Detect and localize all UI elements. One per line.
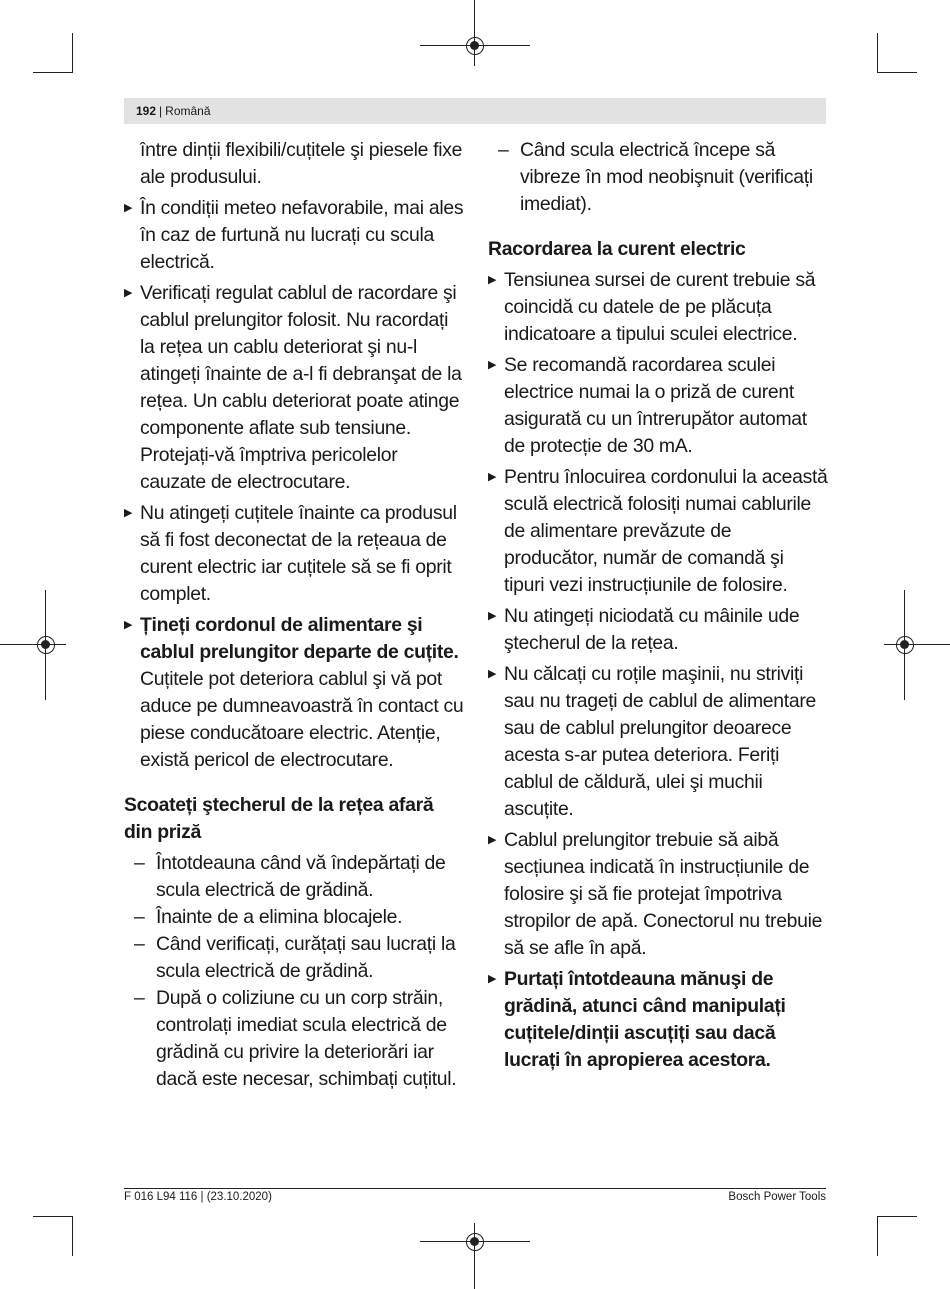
section-heading: Scoateți ştecherul de la rețea afară din priză	[124, 794, 434, 843]
registration-mark-icon	[37, 636, 55, 654]
bullet-arrow-icon: ▶	[124, 202, 133, 214]
bullet-arrow-icon: ▶	[124, 619, 133, 631]
crop-mark	[877, 1216, 878, 1256]
bullet-arrow-icon: ▶	[488, 471, 497, 483]
item-text: Se recomandă racordarea sculei electrice numai la o priză de curent asigurată cu un întrerupător automat de protecție de 30 mA.	[504, 354, 807, 457]
footer-brand: Bosch Power Tools	[728, 1191, 826, 1203]
registration-line	[884, 644, 950, 645]
bullet-arrow-icon: ▶	[124, 507, 133, 519]
dash-marker: –	[134, 906, 145, 928]
bullet-arrow-icon: ▶	[488, 834, 497, 846]
footer-document-code: F 016 L94 116 | (23.10.2020)	[124, 1191, 272, 1203]
safety-item	[488, 827, 828, 962]
crop-mark	[877, 72, 917, 73]
safety-item	[124, 500, 464, 608]
header-language: Română	[165, 104, 211, 118]
bullet-arrow-icon: ▶	[124, 287, 133, 299]
bullet-arrow-icon: ▶	[488, 973, 497, 985]
dash-item	[124, 985, 464, 1093]
dash-marker: –	[498, 139, 509, 161]
item-text: Cablul prelungitor trebuie să aibă secțiunea indicată în instrucțiunile de folosire şi să fie protejat împotriva stropilor de apă. Conectorul nu trebuie să se afle în apă.	[504, 829, 823, 959]
bullet-arrow-icon: ▶	[488, 274, 497, 286]
footer-divider	[124, 1188, 826, 1189]
crop-mark	[33, 1216, 73, 1217]
header-separator: |	[159, 104, 163, 118]
crop-mark	[877, 33, 878, 73]
dash-item-text: După o coliziune cu un corp străin, controlați imediat scula electrică de grădină cu privire la deteriorări iar dacă este necesar, schimbați cuțitul.	[156, 987, 457, 1090]
registration-mark-icon	[466, 1233, 484, 1251]
bullet-arrow-icon: ▶	[488, 610, 497, 622]
safety-item	[488, 267, 828, 348]
dash-item	[124, 850, 464, 904]
safety-item	[488, 464, 828, 599]
dash-item	[124, 904, 464, 931]
dash-marker: –	[134, 933, 145, 955]
registration-mark-icon	[896, 636, 914, 654]
crop-mark	[72, 33, 73, 73]
item-text: Nu atingeți niciodată cu mâinile ude ştecherul de la rețea.	[504, 605, 800, 654]
item-text: Cuțitele pot deteriora cablul şi vă pot aduce pe dumneavoastră în contact cu piese conducătoare electric. Atenție, există pericol de electrocutare.	[140, 668, 464, 771]
left-column	[124, 137, 464, 1093]
registration-line	[474, 0, 475, 66]
item-text: În condiții meteo nefavorabile, mai ales în caz de furtună nu lucrați cu scula electrică.	[140, 197, 464, 273]
crop-mark	[33, 72, 73, 73]
safety-item	[488, 352, 828, 460]
registration-mark-icon	[466, 37, 484, 55]
item-text: Tensiunea sursei de curent trebuie să coincidă cu datele de pe plăcuța indicatoare a tipului sculei electrice.	[504, 269, 816, 345]
dash-item-text: Când verificați, curățați sau lucrați la scula electrică de grădină.	[156, 933, 456, 982]
item-bold-text: Purtați întotdeauna mănuşi de grădină, atunci când manipulați cuțitele/dinții ascuțiți sau dacă lucrați în apropierea acestora.	[504, 968, 786, 1071]
safety-item	[488, 603, 828, 657]
continuation-text: între dinții flexibili/cuțitele şi piesele fixe ale produsului.	[140, 139, 463, 188]
crop-mark	[72, 1216, 73, 1256]
dash-marker: –	[134, 987, 145, 1009]
bullet-arrow-icon: ▶	[488, 359, 497, 371]
crop-mark	[877, 1216, 917, 1217]
item-text: Nu atingeți cuțitele înainte ca produsul să fi fost deconectat de la rețeaua de curent electric iar cuțitele să se fi oprit complet.	[140, 502, 457, 605]
item-bold-text: Țineți cordonul de alimentare şi cablul prelungitor departe de cuțite.	[140, 614, 459, 663]
page-header	[124, 98, 826, 124]
safety-item	[488, 661, 828, 823]
right-column	[488, 137, 828, 1078]
bullet-arrow-icon: ▶	[488, 668, 497, 680]
safety-item	[124, 195, 464, 276]
safety-item	[124, 280, 464, 496]
dash-item-text: Înainte de a elimina blocajele.	[156, 906, 403, 928]
dash-item-text: Când scula electrică începe să vibreze în mod neobişnuit (verificați imediat).	[520, 139, 813, 215]
item-text: Verificați regulat cablul de racordare şi cablul prelungitor folosit. Nu racordați la rețea un cablu deteriorat şi nu-l atingeți înainte de a-l fi debranşat de la rețea. Un cablu deteriorat poate atinge componente aflate sub tensiune. Protejați-vă împtriva pericolelor cauzate de electrocutare.	[140, 282, 462, 493]
section-heading: Racordarea la curent electric	[488, 238, 746, 260]
dash-marker: –	[134, 852, 145, 874]
item-text: Nu călcați cu roțile maşinii, nu striviți sau nu trageți de cablul de alimentare sau de cablul prelungitor deoarece acesta s-ar putea deteriora. Feriți cablul de căldură, ulei şi muchii ascuțite.	[504, 663, 816, 820]
safety-item	[488, 966, 828, 1074]
safety-item	[124, 612, 464, 774]
registration-line	[0, 644, 66, 645]
page-number: 192	[136, 104, 157, 118]
dash-item-text: Întotdeauna când vă îndepărtați de scula electrică de grădină.	[156, 852, 446, 901]
item-text: Pentru înlocuirea cordonului la această sculă electrică folosiți numai cablurile de alimentare prevăzute de producător, număr de comandă şi tipuri vezi instrucțiunile de folosire.	[504, 466, 828, 596]
dash-item	[124, 931, 464, 985]
dash-item	[488, 137, 828, 218]
